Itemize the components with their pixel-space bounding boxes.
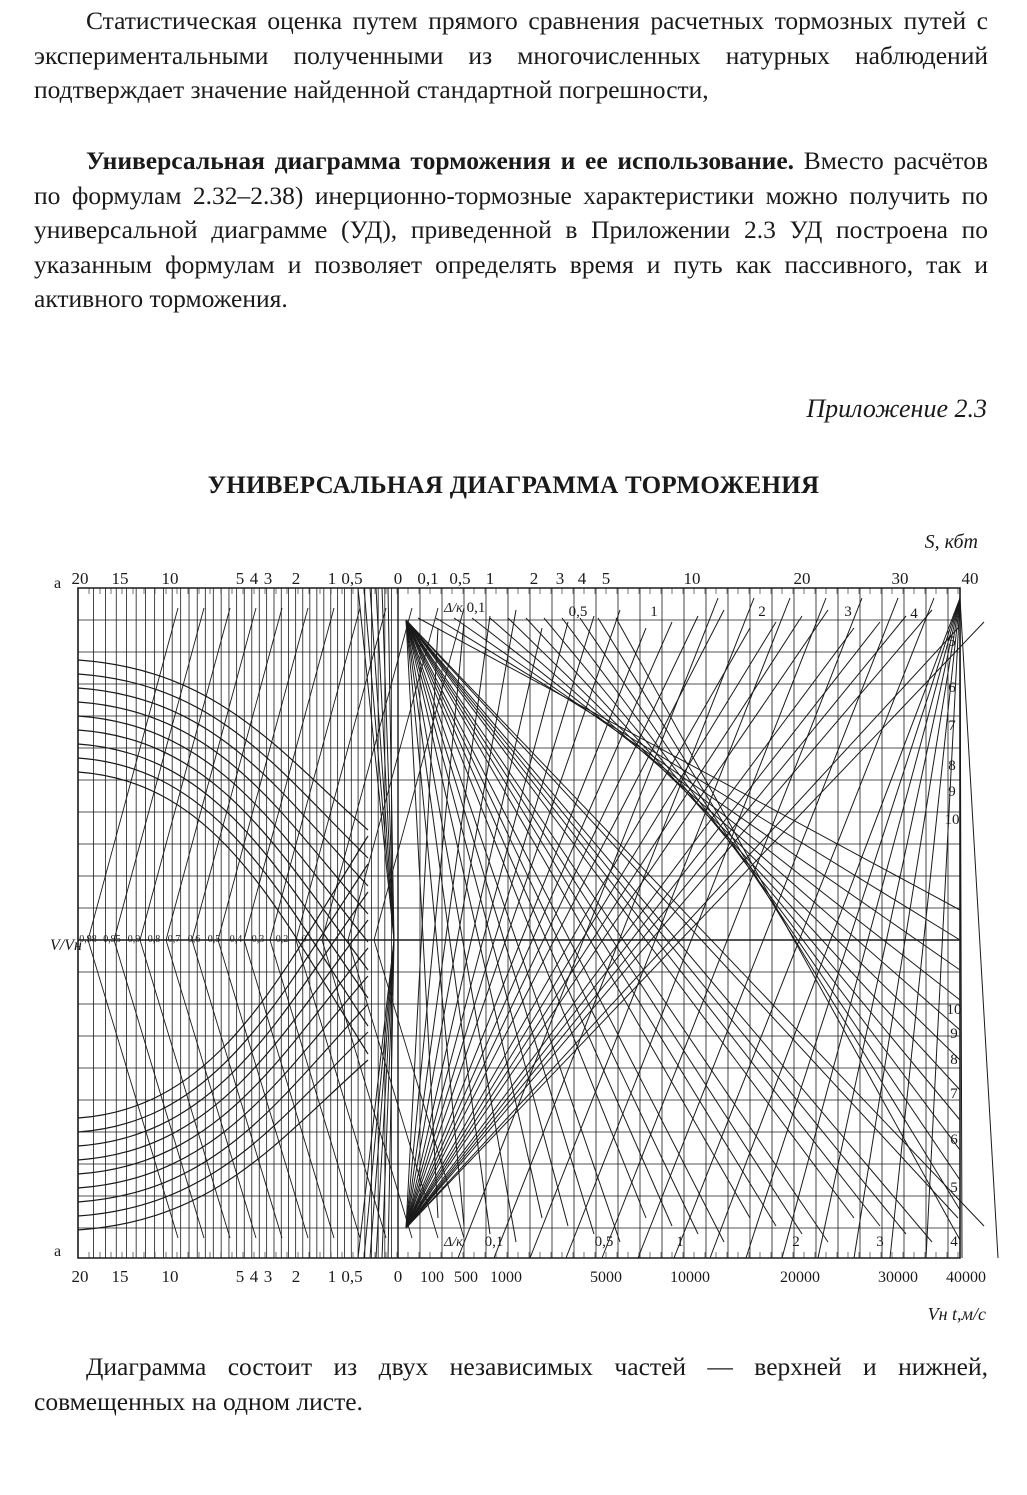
left-diagonal [114,940,204,1238]
top-right-tick: 10 [683,569,701,588]
right-lower-label: 7 [950,1086,958,1102]
upper-diagonal [854,598,960,1258]
diagram-labels [50,531,986,1324]
ratio-tick: 0,3 [251,934,265,945]
diagram-title: УНИВЕРСАЛЬНАЯ ДИАГРАММА ТОРМОЖЕНИЯ [207,472,820,499]
upper-diagonal [960,598,998,1258]
upper-diagonal [782,598,960,1258]
ratio-tick: 0,9 [127,934,141,945]
bottom-left-tick: 5 [235,1267,245,1286]
bottom-fan-label: 3 [876,1234,884,1250]
bottom-right-tick: 10000 [670,1269,710,1286]
left-diagonal [270,940,360,1238]
left-diagonal [114,608,204,940]
bottom-left-tick: 0,5 [341,1267,363,1286]
center-left-line [370,588,394,940]
top-left-tick: 5 [235,569,245,588]
ratio-tick: 0,98 [79,934,97,945]
top-fan-line [406,620,568,1226]
left-diagonal [140,608,230,940]
bottom-left-tick: 10 [161,1267,179,1286]
top-fan-line [406,620,828,1242]
bottom-right-tick: 100 [420,1269,444,1286]
bottom-left-tick: 0 [393,1267,403,1286]
corner-label-top: а [54,575,62,592]
top-right-tick: 0,5 [449,569,471,588]
top-fan-line [406,620,984,1226]
top-axis-label: S, кбт [924,531,978,553]
bottom-fan-line [406,622,568,1228]
upper-left-curve [78,758,368,1026]
top-right-tick: 20 [793,569,811,588]
top-right-tick: 0,1 [417,569,439,588]
ratio-tick: 0,8 [147,934,161,945]
closing-paragraph [34,1350,988,1419]
descending-diagonal [598,618,960,1210]
top-right-tick: 1 [485,569,495,588]
right-lower-label: 10 [946,1002,962,1018]
right-upper-label: 10 [944,812,960,828]
bottom-fan-label: 4 [950,1234,958,1250]
bottom-fan-label: 1 [676,1234,684,1250]
upper-left-curve [78,688,368,886]
left-diagonal [88,608,178,940]
right-lower-label: 8 [950,1052,958,1068]
bottom-left-tick: 20 [71,1267,89,1286]
diagram-description-paragraph [34,144,988,317]
upper-left-curve [78,660,368,830]
bottom-left-tick: 15 [111,1267,129,1286]
left-diagonal [140,940,230,1238]
bottom-right-tick: 5000 [590,1269,622,1286]
top-right-tick: 4 [577,569,587,588]
bottom-left-tick: 1 [327,1267,337,1286]
bottom-left-tick: 2 [291,1267,301,1286]
ratio-tick: 0,2 [275,934,289,945]
upper-diagonal [926,598,960,1258]
top-fan-label: 3 [844,604,852,620]
top-fan-line [406,620,724,1242]
left-diagonal [244,608,334,940]
right-lower-label: 5 [950,1180,958,1196]
top-right-tick: 2 [529,569,539,588]
bottom-fan-label: 2 [792,1234,800,1250]
top-right-tick: 3 [555,569,565,588]
upper-left-curve [78,674,368,858]
ratio-tick: 0,95 [103,934,121,945]
right-upper-label: 6 [948,680,956,696]
lower-left-curve [78,948,368,1174]
ratio-tick: 0,6 [187,934,201,945]
top-right-tick: 5 [601,569,611,588]
right-lower-label: 6 [950,1132,958,1148]
top-fan-label: 1 [650,604,658,620]
upper-diagonal [494,598,754,1258]
top-left-tick: 10 [161,569,179,588]
bottom-axis-label: Vн t,м/с [927,1304,986,1324]
upper-diagonal [710,598,960,1258]
braking-diagram [0,530,1027,1350]
top-left-tick: 0,5 [341,569,363,588]
bottom-right-tick: 500 [454,1269,478,1286]
bottom-fan-line [406,628,542,1228]
top-left-tick: 20 [71,569,89,588]
top-fan-label: 4 [910,606,918,622]
top-right-tick: 40 [961,569,979,588]
upper-diagonal [458,598,718,1258]
section-body: Вместо расчётов по формулам 2.32–2.38) инерционно-тормозные характеристики можно получить по универсальной диаграмме (УД), приведенной в Приложении 2.3 УД построена по указанным формулам и позволяет определять время и путь как пассивного, так и активного торможения. [34,146,989,314]
bottom-fan-line [406,610,828,1228]
delta-k-label-bottom: Δ/к [444,1235,463,1250]
center-left-line [370,940,394,1258]
top-left-tick: 3 [263,569,273,588]
bottom-fan-line [406,622,984,1228]
bottom-fan-label: 0,5 [594,1234,614,1250]
top-left-tick: 2 [291,569,301,588]
bottom-fan-line [406,628,750,1228]
section-heading: Универсальная диаграмма торможения и ее использование. [86,146,795,175]
top-fan-label: 2 [758,604,766,620]
descending-diagonal [490,618,960,1030]
bottom-left-tick: 3 [263,1267,273,1286]
intro-paragraph [34,4,988,108]
right-upper-label: 5 [948,634,956,650]
ratio-tick: 0,5 [207,934,221,945]
intro-text: Статистическая оценка путем прямого сравнения расчетных тормозных путей с экспериментальными полученными из многочисленных натурных наблюдений подтверждает значение найденной стандартной погрешности, [34,6,988,105]
bottom-fan-label: 0,1 [484,1234,504,1250]
top-left-tick: 1 [327,569,337,588]
ratio-tick: 0,7 [167,934,181,945]
left-diagonal [270,608,360,940]
bottom-left-tick: 4 [249,1267,259,1286]
left-diagonal [166,940,256,1238]
top-left-tick: 4 [249,569,259,588]
lower-left-curve [78,864,368,1132]
bottom-right-tick: 40000 [946,1269,986,1286]
appendix-label: Приложение 2.3 [806,394,987,423]
delta-k-label-top: Δ/к [444,601,463,616]
top-fan-label: 0,1 [466,600,486,616]
upper-diagonal [746,598,960,1258]
corner-label-bottom: а [54,1243,62,1260]
upper-diagonal [674,598,934,1258]
left-diagonal [218,940,308,1238]
lower-left-curve [78,1060,368,1230]
right-upper-label: 7 [948,718,956,734]
lower-left-curve [78,1032,368,1216]
ratio-tick: 0 [301,934,307,945]
top-right-tick: 30 [891,569,909,588]
right-lower-label: 9 [950,1026,958,1042]
closing-text: Диаграмма состоит из двух независимых частей — верхней и нижней, совмещенных на одном листе. [34,1352,988,1416]
top-fan-label: 0,5 [568,604,588,620]
left-axis-label: V/Vн [50,937,82,954]
ratio-tick: 0,4 [229,934,243,945]
bottom-right-tick: 1000 [490,1269,522,1286]
top-left-tick: 0 [393,569,403,588]
descending-diagonal [472,618,960,1000]
right-upper-label: 9 [948,784,956,800]
top-fan-line [406,620,490,1234]
top-left-tick: 15 [111,569,129,588]
right-upper-label: 8 [948,758,956,774]
bottom-right-tick: 30000 [878,1269,918,1286]
bottom-fan-line [406,616,906,1228]
bottom-right-tick: 20000 [780,1269,820,1286]
